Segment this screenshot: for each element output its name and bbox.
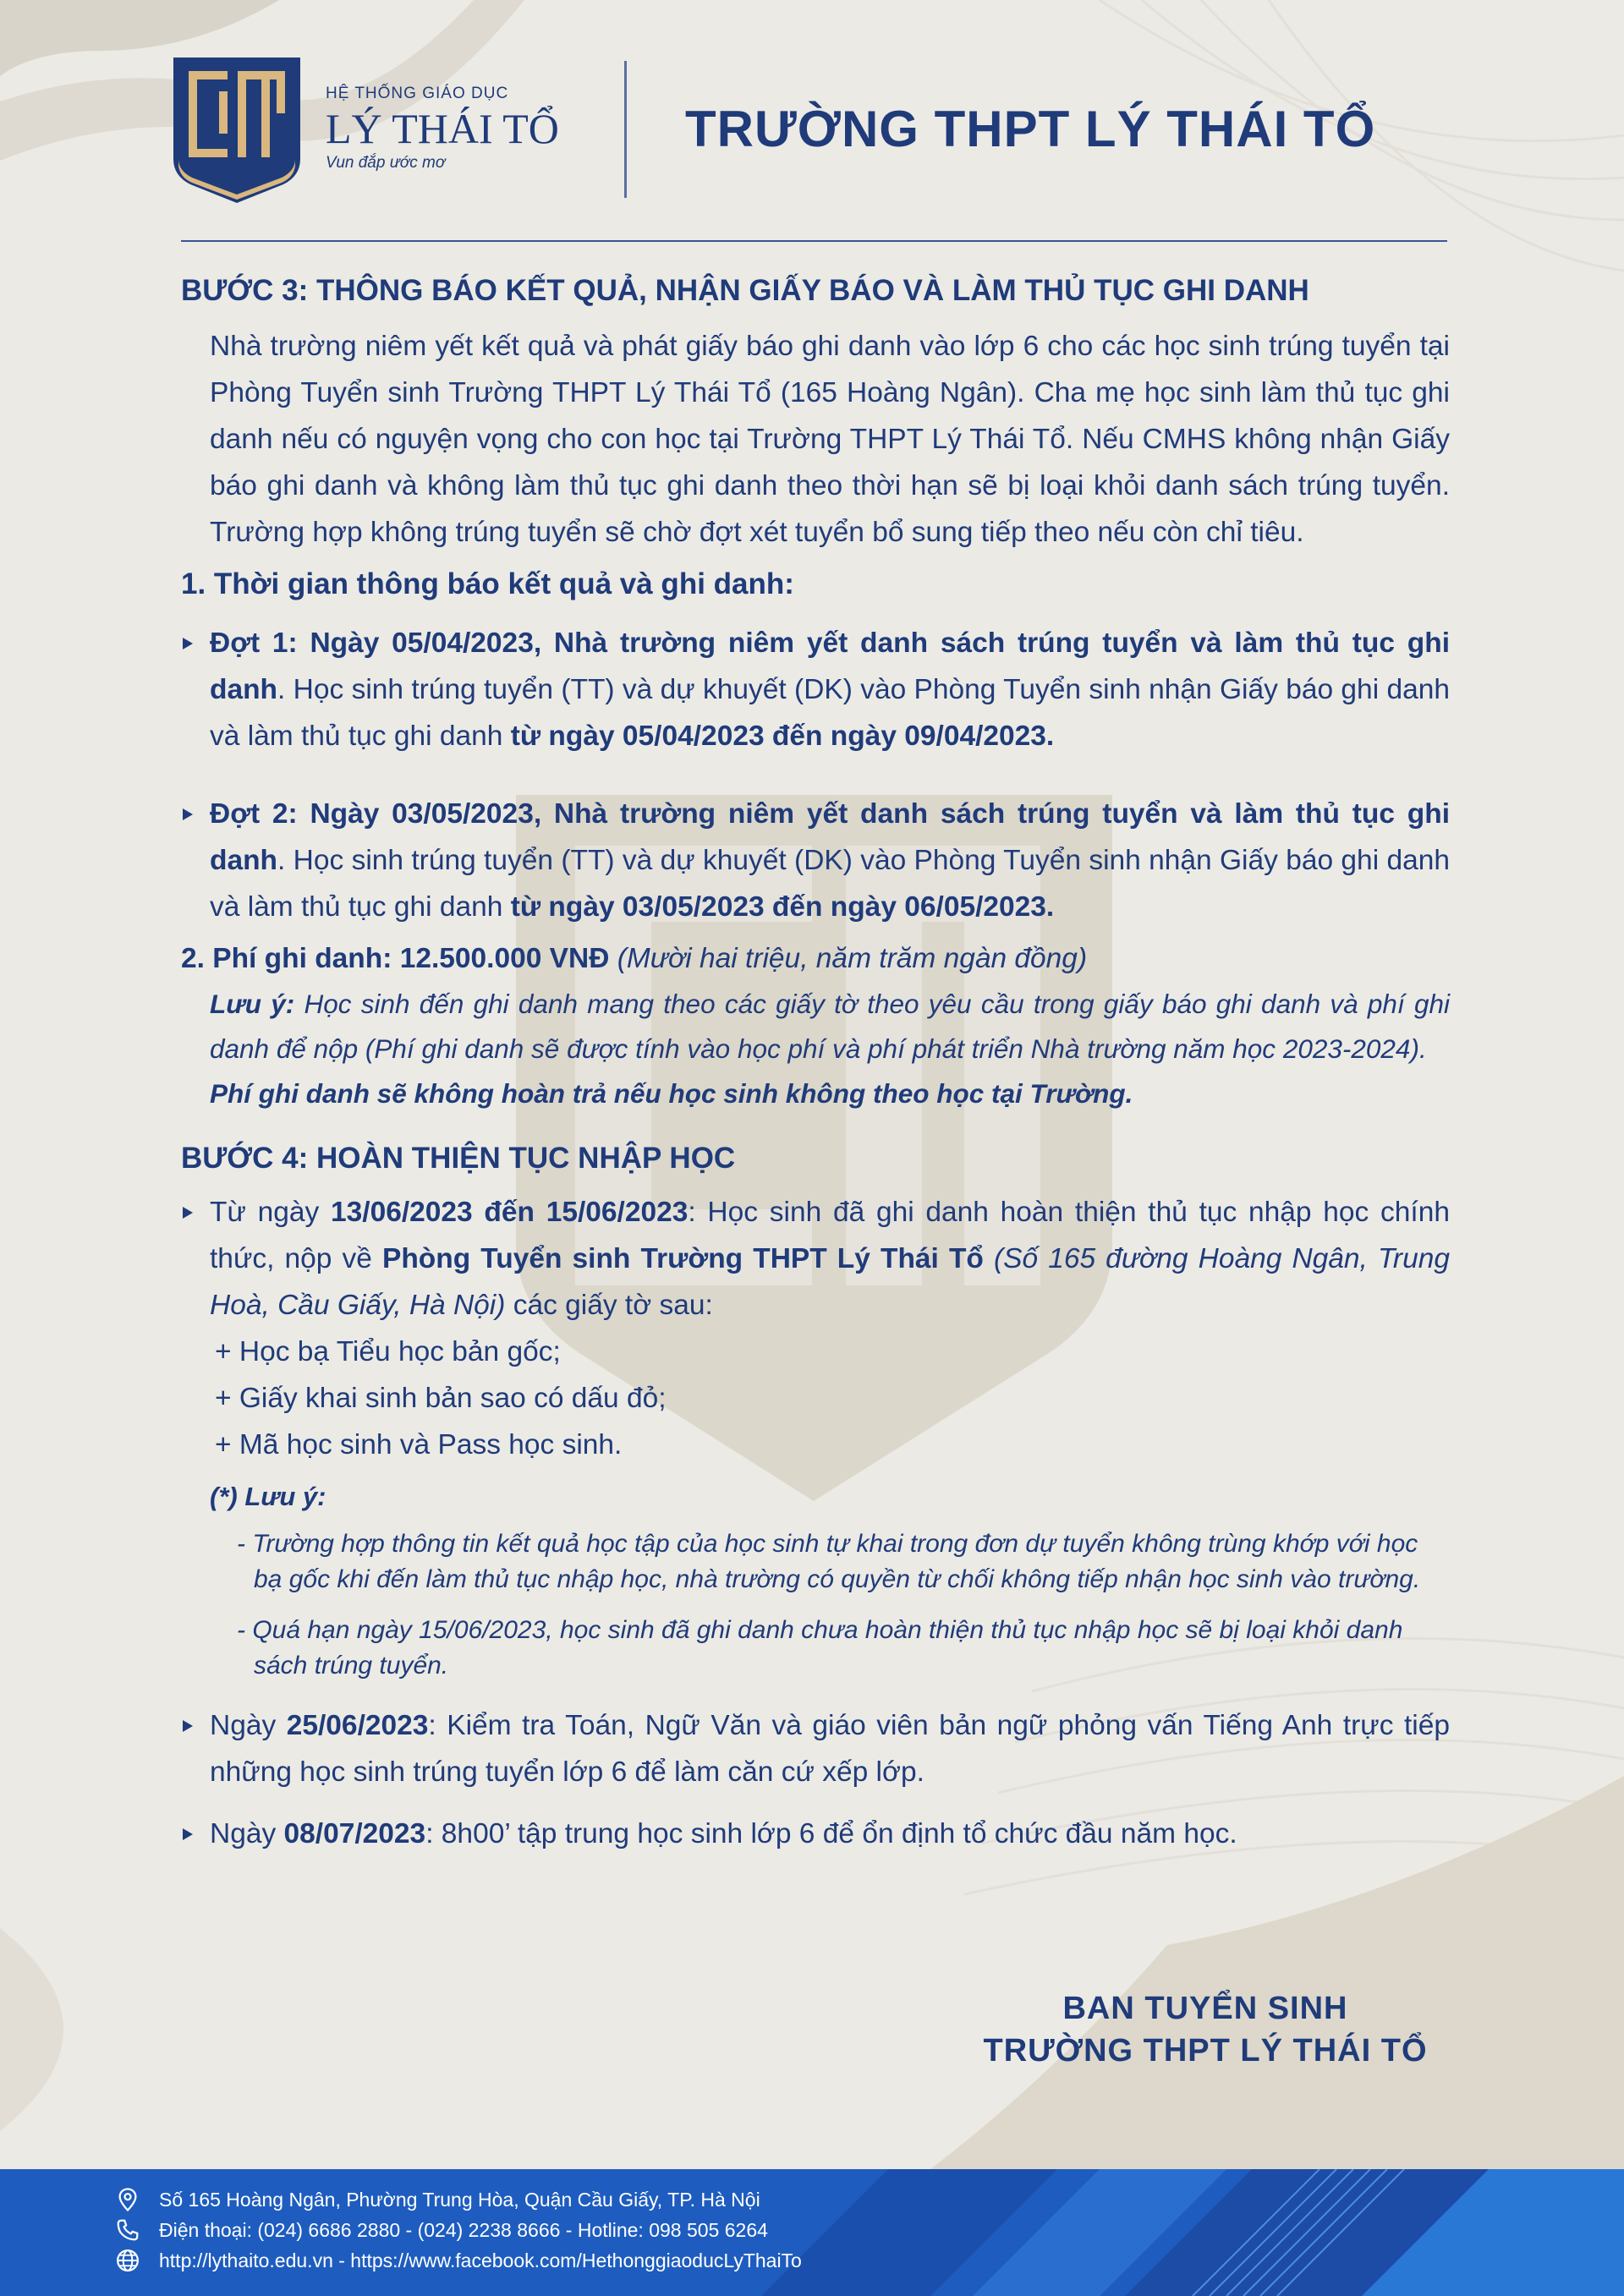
orientation-date: 08/07/2023 [283,1818,426,1849]
round1-text: . Học sinh trúng tuyển (TT) và dự khuyết (DK) vào Phòng Tuyển sinh nhận Giấy báo ghi danh và làm thủ tục ghi danh [210,674,1450,752]
step4-b1-address: (Số 165 đường Hoàng Ngân, Trung Hoà, Cầu Giấy, Hà Nội) [210,1243,1450,1321]
footer [0,2169,1624,2296]
fee-line [181,935,1450,982]
globe-icon [115,2248,140,2273]
step4-note-item: - Quá hạn ngày 15/06/2023, học sinh đã ghi danh chưa hoàn thiện thủ tục nhập học sẽ bị loại khỏi danh sách trúng tuyển. [237,1616,1403,1680]
required-doc-item: + Giấy khai sinh bản sao có dấu đỏ; [215,1383,667,1414]
header-rule [181,240,1447,242]
fee-note-text: Học sinh đến ghi danh mang theo các giấy tờ theo yêu cầu trong giấy báo ghi danh và phí ghi danh để nộp (Phí ghi danh sẽ được tính vào học phí và phí phát triển Nhà trường năm học 2023-2024). [210,989,1450,1064]
step4-heading: BƯỚC 4: HOÀN THIỆN TỤC NHẬP HỌC [181,1142,736,1175]
bullet-triangle-icon [183,808,193,820]
footer-phone: Điện thoại: (024) 6686 2880 - (024) 2238 8666 - Hotline: 098 505 6264 [159,2218,768,2241]
location-pin-icon [115,2187,140,2212]
phone-icon [115,2217,140,2243]
required-doc-item: + Mã học sinh và Pass học sinh. [215,1429,623,1460]
sub1-heading: 1. Thời gian thông báo kết quả và ghi danh: [181,567,794,600]
round1-title: Đợt 1: Ngày 05/04/2023, Nhà trường niêm yết danh sách trúng tuyển và làm thủ tục ghi danh [210,627,1450,705]
fee-note-refund: Phí ghi danh sẽ không hoàn trả nếu học sinh không theo học tại Trường. [210,1078,1133,1109]
bullet-triangle-icon [183,638,193,649]
round1-dates: từ ngày 05/04/2023 đến ngày 09/04/2023. [510,721,1055,752]
step4-b1-office: Phòng Tuyển sinh Trường THPT Lý Thái Tổ [381,1243,984,1274]
bullet-triangle-icon [183,1828,193,1840]
round2-item [181,791,1450,930]
round2-dates: từ ngày 03/05/2023 đến ngày 06/05/2023. [510,891,1055,923]
round1-item [181,620,1450,759]
step4-b1-suffix: các giấy tờ sau: [505,1290,713,1321]
signature-line1: BAN TUYỂN SINH [1062,1991,1348,2026]
step4-b1-dates: 13/06/2023 đến 15/06/2023 [331,1197,689,1228]
step4-deadline-item [181,1189,1450,1329]
footer-phone-row [115,2215,802,2245]
orientation-prefix: Ngày [210,1818,284,1849]
footer-address-row [115,2184,802,2215]
step4-note-item: - Trường hợp thông tin kết quả học tập của học sinh tự khai trong đơn dự tuyển không trùng khớp với học bạ gốc khi đến làm thủ tục nhập học, nhà trường có quyền từ chối không tiếp nhận học sinh vào trường. [237,1530,1421,1593]
test-day-text: : Kiểm tra Toán, Ngữ Văn và giáo viên bản ngữ phỏng vấn Tiếng Anh trực tiếp những học sinh trúng tuyển lớp 6 để làm căn cứ xếp lớp. [210,1710,1450,1788]
footer-web-links[interactable]: http://lythaito.edu.vn - https://www.facebook.com/HethonggiaoducLyThaiTo [159,2249,802,2271]
test-day-prefix: Ngày [210,1710,287,1741]
brand-block [326,85,559,173]
footer-contact [115,2184,802,2276]
step4-b1-text: : Học sinh đã ghi danh hoàn thiện thủ tục nhập học chính thức, nộp về [210,1197,1450,1274]
footer-web-row [115,2245,802,2276]
required-docs-list [181,1329,1450,1468]
step3-intro: Nhà trường niêm yết kết quả và phát giấy báo ghi danh vào lớp 6 cho các học sinh trúng tuyển tại Phòng Tuyển sinh Trường THPT Lý Thái Tổ (165 Hoàng Ngân). Cha mẹ học sinh làm thủ tục ghi danh nếu có nguyện vọng cho con học tại Trường THPT Lý Thái Tổ. Nếu CMHS không nhận Giấy báo ghi danh và không làm thủ tục ghi danh theo thời hạn sẽ bị loại khỏi danh sách trúng tuyển. Trường hợp không trúng tuyển sẽ chờ đợt xét tuyển bổ sung tiếp theo nếu còn chỉ tiêu. [210,331,1450,548]
content [181,271,1450,1857]
fee-note [181,982,1450,1116]
step3-heading: BƯỚC 3: THÔNG BÁO KẾT QUẢ, NHẬN GIẤY BÁO VÀ LÀM THỦ TỤC GHI DANH [181,274,1309,307]
signature-line2: TRƯỜNG THPT LÝ THÁI TỔ [983,2033,1428,2069]
brand-system-label: HỆ THỐNG GIÁO DỤC [326,85,509,102]
round2-text: . Học sinh trúng tuyển (TT) và dự khuyết (DK) vào Phòng Tuyển sinh nhận Giấy báo ghi danh và làm thủ tục ghi danh [210,845,1450,923]
step4-note-label [181,1473,1450,1520]
fee-in-words: (Mười hai triệu, năm trăm ngàn đồng) [609,943,1088,974]
fee-amount: 2. Phí ghi danh: 12.500.000 VNĐ [181,943,610,974]
brand-name: LÝ THÁI TỔ [326,105,559,152]
footer-address: Số 165 Hoàng Ngân, Phường Trung Hòa, Quận Cầu Giấy, TP. Hà Nội [159,2188,760,2211]
bullet-triangle-icon [183,1720,193,1732]
step4-notes [181,1526,1450,1684]
header-divider [624,61,627,198]
round2-title: Đợt 2: Ngày 03/05/2023, Nhà trường niêm yết danh sách trúng tuyển và làm thủ tục ghi danh [210,798,1450,876]
bullet-triangle-icon [183,1207,193,1219]
orientation-day-item [181,1811,1450,1857]
test-day-item [181,1702,1450,1795]
school-logo [173,58,300,203]
brand-slogan: Vun đắp ước mơ [326,154,446,172]
test-day-date: 25/06/2023 [286,1710,429,1741]
step4-b1-prefix: Từ ngày [210,1197,332,1228]
required-doc-item: + Học bạ Tiểu học bản gốc; [215,1336,561,1367]
fee-note-label: Lưu ý: [210,989,295,1019]
signature-block [947,1987,1463,2072]
step4-note-label-text: (*) Lưu ý: [210,1482,326,1511]
school-title: TRƯỜNG THPT LÝ THÁI TỔ [685,101,1376,157]
orientation-text: : 8h00’ tập trung học sinh lớp 6 để ổn định tổ chức đầu năm học. [425,1818,1237,1849]
